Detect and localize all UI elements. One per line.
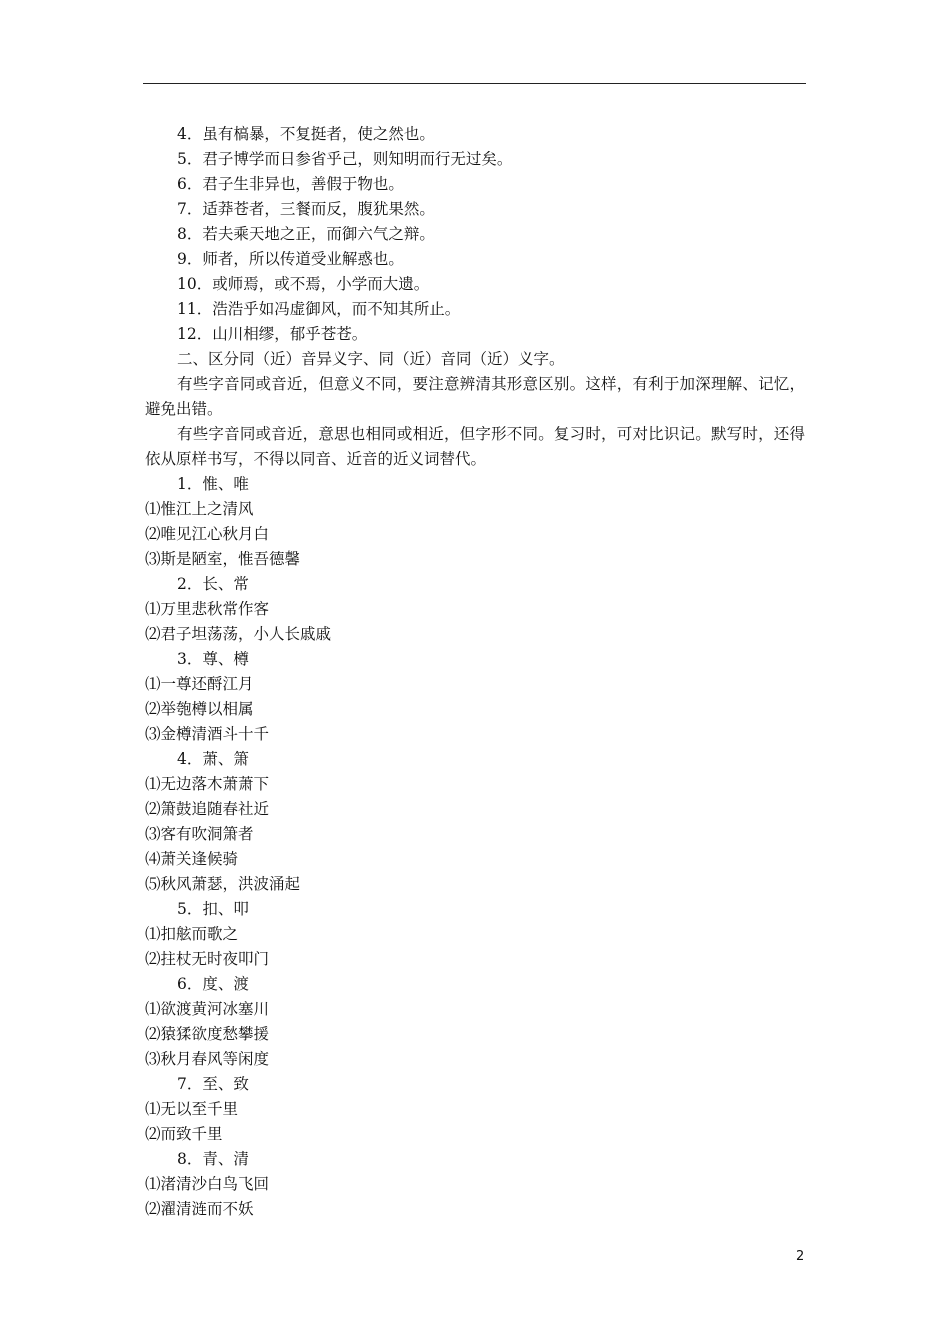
group-item: ⑵箫鼓追随春社近: [145, 800, 270, 818]
group-title: 4．萧、箫: [177, 750, 249, 768]
header-rule: [143, 83, 806, 84]
group-7: [145, 1072, 805, 1147]
group-title: 5．扣、叩: [177, 900, 249, 918]
group-item: ⑵唯见江心秋月白: [145, 525, 270, 543]
group-item: ⑷萧关逢候骑: [145, 850, 239, 868]
group-4: [145, 747, 805, 897]
group-5: [145, 897, 805, 972]
group-title: 7．至、致: [177, 1075, 249, 1093]
group-item: ⑵濯清涟而不妖: [145, 1200, 254, 1218]
group-item: ⑵拄杖无时夜叩门: [145, 950, 270, 968]
group-item: ⑵而致千里: [145, 1125, 223, 1143]
group-item: ⑵猿猱欲度愁攀援: [145, 1025, 270, 1043]
paragraph-2: 有些字音同或音近，意思也相同或相近，但字形不同。复习时，可对比识记。默写时，还得依从原样书写，不得以同音、近音的近义词替代。: [145, 425, 805, 468]
group-3: [145, 647, 805, 747]
document-body: [145, 122, 805, 1222]
group-item: ⑴惟江上之清风: [145, 500, 254, 518]
group-item: ⑶客有吹洞箫者: [145, 825, 254, 843]
group-item: ⑵举匏樽以相属: [145, 700, 254, 718]
group-title: 8．青、清: [177, 1150, 249, 1168]
sentence-7: 7．适莽苍者，三餐而反，腹犹果然。: [177, 200, 435, 218]
group-item: ⑴无以至千里: [145, 1100, 239, 1118]
group-item: ⑸秋风萧瑟，洪波涌起: [145, 875, 301, 893]
sentence-4: 4．虽有槁暴，不复挺者，使之然也。: [177, 125, 435, 143]
group-title: 6．度、渡: [177, 975, 249, 993]
group-title: 2．长、常: [177, 575, 249, 593]
group-1: [145, 472, 805, 572]
group-item: ⑴万里悲秋常作客: [145, 600, 270, 618]
paragraph-1: 有些字音同或音近，但意义不同，要注意辨清其形意区别。这样，有利于加深理解、记忆，避免出错。: [145, 375, 805, 418]
sentence-11: 11．浩浩乎如冯虚御风，而不知其所止。: [177, 300, 461, 318]
group-title: 3．尊、樽: [177, 650, 249, 668]
group-item: ⑴无边落木萧萧下: [145, 775, 270, 793]
sentence-8: 8．若夫乘天地之正，而御六气之辩。: [177, 225, 435, 243]
group-item: ⑵君子坦荡荡，小人长戚戚: [145, 625, 332, 643]
group-item: ⑶秋月春风等闲度: [145, 1050, 270, 1068]
group-item: ⑶斯是陋室，惟吾德馨: [145, 550, 301, 568]
group-item: ⑶金樽清酒斗十千: [145, 725, 270, 743]
page-number: 2: [796, 1249, 805, 1264]
group-item: ⑴一尊还酹江月: [145, 675, 254, 693]
sentence-6: 6．君子生非异也，善假于物也。: [177, 175, 404, 193]
sentence-12: 12．山川相缪，郁乎苍苍。: [177, 325, 368, 343]
group-title: 1．惟、唯: [177, 475, 249, 493]
group-6: [145, 972, 805, 1072]
group-item: ⑴扣舷而歌之: [145, 925, 239, 943]
sentence-5: 5．君子博学而日参省乎己，则知明而行无过矣。: [177, 150, 513, 168]
group-item: ⑴欲渡黄河冰塞川: [145, 1000, 270, 1018]
group-item: ⑴渚清沙白鸟飞回: [145, 1175, 270, 1193]
group-2: [145, 572, 805, 647]
sentence-10: 10．或师焉，或不焉，小学而大遗。: [177, 275, 430, 293]
section-heading: 二、区分同（近）音异义字、同（近）音同（近）义字。: [177, 350, 565, 368]
group-8: [145, 1147, 805, 1222]
sentence-9: 9．师者，所以传道受业解惑也。: [177, 250, 404, 268]
